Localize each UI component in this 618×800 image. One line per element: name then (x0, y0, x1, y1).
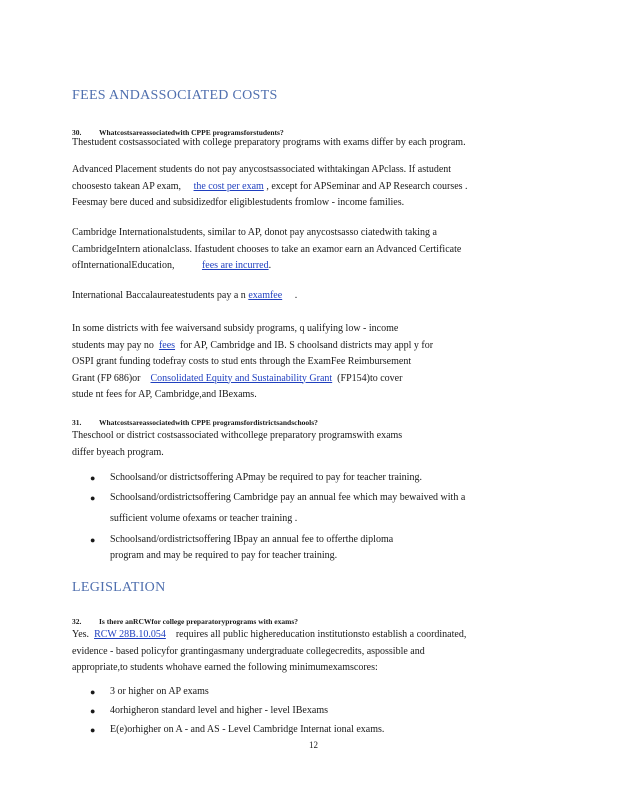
q31-bullet-item (72, 530, 582, 562)
question-31-text: Whatcostsareassociatedwith CPPE programsfordistrictsandschools? (99, 418, 318, 427)
bullet-dot-icon: ● (90, 687, 96, 697)
q32-p1-line-b: evidence - based policyfor grantingasmany undergraduate collegecredits, aspossible and (72, 645, 425, 657)
q32-bullet-list (72, 682, 582, 739)
q32-p1-text-a2: requires all public highereducation institutionsto establish a coordinated, (175, 629, 467, 640)
q30-p5-text-d1: Grant (FP 686)or (72, 372, 141, 384)
q32-bullet-item (72, 720, 582, 739)
q30-p2-line-a: Advanced Placement students do not pay anycostsassociated withtakingan APclass. If astudent (72, 164, 452, 175)
q30-p5-text-b2: for AP, Cambridge and IB. S choolsand districts may appl y for (180, 339, 434, 351)
q30-p5-line-d (72, 371, 577, 388)
q31-bullet-continuation: sufficient volume ofexams or teacher training . (110, 513, 298, 524)
q32-p1-line-a (72, 627, 577, 644)
question-31 (72, 418, 318, 427)
q30-p3-line-a: Cambridge Internationalstudents, similar to AP, donot pay anycostsasso ciatedwith taking a (72, 227, 437, 238)
q30-paragraph-1 (72, 135, 577, 152)
q30-paragraph-5 (72, 321, 577, 404)
q30-p3-line-b: CambridgeIntern ationalclass. Ifastudent chooses to take an examor earn an Advanced Certificate (72, 243, 462, 255)
q31-bullet-continuation: program and may be required to pay for teacher training. (110, 550, 338, 561)
fees-are-incurred-link[interactable]: fees are incurred (201, 260, 269, 271)
examfee-link[interactable]: examfee (248, 290, 283, 301)
q30-p5-text-b1: students may pay no (72, 339, 154, 351)
rcw-28b-link[interactable]: RCW 28B.10.054 (94, 629, 166, 640)
q30-p3-text-c2: . (268, 260, 272, 271)
q32-bullet-text: 4orhigheron standard level and higher - level IBexams (110, 705, 328, 716)
q31-bullet-text: Schoolsand/ordistrictsoffering Cambridge pay an annual fee which may bewaived with a (110, 492, 466, 503)
q30-p4-line (72, 288, 577, 305)
bullet-dot-icon: ● (90, 493, 96, 503)
q30-paragraph-3 (72, 225, 577, 275)
q30-p2-text-b1: choosesto takean AP exam, (72, 180, 182, 192)
bullet-dot-icon: ● (90, 473, 96, 483)
question-32 (72, 617, 298, 626)
q30-p3-text-c1: ofInternationalEducation, (72, 260, 175, 271)
q31-bullet-item (72, 468, 582, 488)
q32-bullet-item (72, 682, 582, 701)
q30-p3-line-c (72, 258, 577, 275)
bullet-dot-icon: ● (90, 535, 96, 545)
section-heading-legislation: LEGISLATION (72, 580, 166, 595)
q30-p5-line-b (72, 338, 577, 355)
q30-p5-line-a: In some districts with fee waiversand subsidy programs, q ualifying low - income (72, 323, 399, 334)
q30-p4-text-b: . (294, 290, 298, 301)
q30-p4-text-a: International Baccalaureatestudents pay a n (72, 290, 246, 301)
q31-p1-line-a: Theschool or district costsassociated withcollege preparatory programswith exams (72, 430, 403, 441)
bullet-dot-icon: ● (90, 725, 96, 735)
q30-p5-line-c: OSPI grant funding todefray costs to stud ents through the ExamFee Reimbursement (72, 356, 412, 367)
bullet-dot-icon: ● (90, 706, 96, 716)
q32-p1-line-c: appropriate,to students whohave earned the following minimumexamscores: (72, 662, 378, 673)
q30-p2-line-c: Feesmay bere duced and subsidizedfor eligiblestudents fromlow - income families. (72, 197, 405, 208)
q31-bullet-text: Schoolsand/or districtsoffering APmay be required to pay for teacher training. (110, 472, 422, 483)
question-30-number: 30. (72, 128, 82, 137)
q31-p1-line-b: differ byeach program. (72, 446, 164, 458)
q30-paragraph-2 (72, 162, 577, 212)
fees-link[interactable]: fees (158, 339, 176, 351)
question-32-number: 32. (72, 617, 82, 626)
q30-p2-line-b (72, 179, 577, 196)
q30-p2-text-b2: , except for APSeminar and AP Research courses . (266, 180, 468, 192)
consolidated-equity-grant-link[interactable]: Consolidated Equity and Sustainability Grant (150, 372, 333, 384)
q32-bullet-item (72, 701, 582, 720)
q31-bullet-text: Schoolsand/ordistrictsoffering IBpay an annual fee to offerthe diploma (110, 534, 394, 545)
q30-p5-text-d2: (FP154)to cover (337, 372, 403, 384)
cost-per-exam-link[interactable]: the cost per exam (193, 180, 264, 192)
q31-paragraph-1 (72, 428, 577, 461)
q32-paragraph-1 (72, 627, 577, 677)
q30-paragraph-4 (72, 288, 577, 305)
q32-bullet-text: 3 or higher on AP exams (110, 686, 209, 697)
section-heading-fees: FEES ANDASSOCIATED COSTS (72, 88, 278, 103)
question-32-text: Is there anRCWfor college preparatoryprograms with exams? (99, 617, 298, 626)
question-31-number: 31. (72, 418, 82, 427)
q32-bullet-text: E(e)orhigher on A - and AS - Level Cambridge Internat ional exams. (110, 724, 385, 735)
q30-p5-line-e: stude nt fees for AP, Cambridge,and IBexams. (72, 389, 257, 400)
page-number: 12 (309, 740, 318, 750)
q32-p1-text-a1: Yes. (72, 629, 90, 640)
q31-bullet-list (72, 468, 582, 562)
question-30-text: Whatcostsareassociatedwith CPPE programsforstudents? (99, 128, 284, 137)
q30-p1-line: Thestudent costsassociated with college preparatory programs with exams differ by each program. (72, 137, 466, 148)
q31-bullet-item (72, 488, 582, 530)
